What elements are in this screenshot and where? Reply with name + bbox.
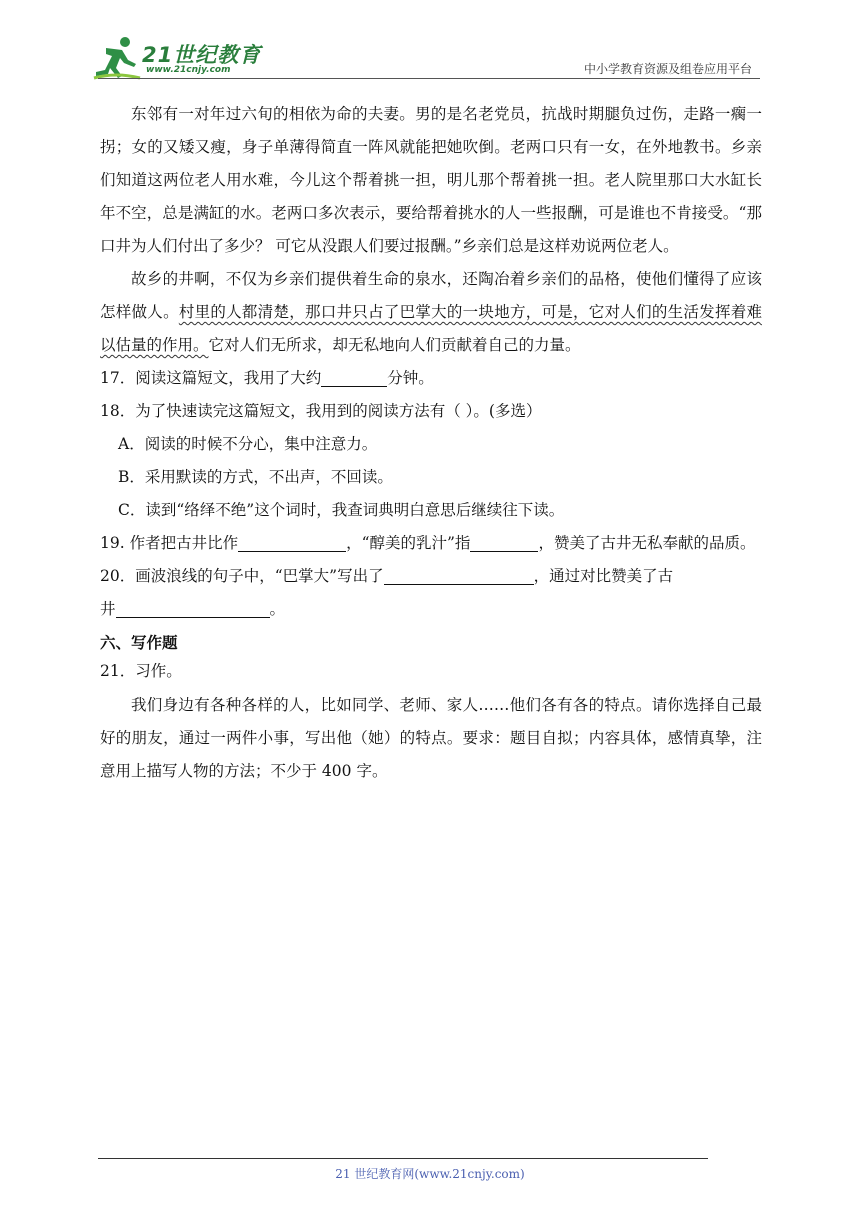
q20-blank-1[interactable] — [384, 566, 534, 585]
q20-text-4: 。 — [269, 600, 286, 618]
writing-prompt: 我们身边有各种各样的人，比如同学、老师、家人……他们各有各的特点。请你选择自己最好的朋友，通过一两件小事，写出他（她）的特点。要求：题目自拟；内容具体，感情真挚，注意用上描写人物的方法；不少于 400 字。 — [100, 696, 762, 780]
footer-text[interactable]: 21 世纪教育网(www.21cnjy.com) — [335, 1167, 525, 1181]
passage-p2-end: 它对人们无所求，却无私地向人们贡献着自己的力量。 — [208, 336, 581, 354]
section-heading-writing: 六、写作题 — [100, 634, 178, 652]
page-header — [0, 0, 860, 90]
logo-title: 21世纪教育 — [142, 43, 262, 67]
site-logo — [92, 34, 272, 82]
q20-text-3: 井 — [100, 600, 116, 618]
runner-logo-icon — [92, 34, 142, 80]
logo-url: www.21cnjy.com — [146, 65, 231, 75]
q20-blank-2[interactable] — [116, 599, 270, 618]
question-20-continued — [100, 593, 762, 626]
q18-option-c: C．读到“络绎不绝”这个词时，我查词典明白意思后继续往下读。 — [118, 501, 565, 519]
q18-option-b: B．采用默读的方式，不出声，不回读。 — [118, 468, 393, 486]
wavy-underlined-sentence: 村里的人都清楚，那口井只占了巴掌大的一块地方，可是，它对人们的生活发挥着难以估量的作用。 — [100, 303, 762, 354]
q17-text: 17．阅读这篇短文，我用了大约 — [100, 369, 322, 387]
passage-paragraph-1: 东邻有一对年过六旬的相依为命的夫妻。男的是名老党员，抗战时期腿负过伤，走路一瘸一拐；女的又矮又瘦，身子单薄得简直一阵风就能把她吹倒。老两口只有一女，在外地教书。乡亲们知道这两位老人用水难，今儿这个帮着挑一担，明儿那个帮着挑一担。老人院里那口大水缸长年不空，总是满缸的水。老两口多次表示，要给帮着挑水的人一些报酬，可是谁也不肯接受。“那口井为人们付出了多少？ 可它从没跟人们要过报酬。”乡亲们总是这样劝说两位老人。 — [100, 105, 762, 255]
platform-name: 中小学教育资源及组卷应用平台 — [583, 62, 752, 76]
q19-blank-2[interactable] — [470, 533, 538, 552]
q19-text-2: ，“醇美的乳汁”指 — [346, 534, 471, 552]
document-body — [100, 98, 762, 788]
question-19 — [100, 527, 762, 560]
question-20 — [100, 560, 762, 593]
q17-text-end: 分钟。 — [387, 369, 434, 387]
question-21: 21．习作。 — [100, 662, 182, 680]
footer-divider — [98, 1158, 708, 1159]
q19-blank-1[interactable] — [238, 533, 346, 552]
passage-paragraph-2 — [100, 263, 762, 362]
question-17 — [100, 362, 762, 395]
question-18: 18．为了快速读完这篇短文，我用到的阅读方法有（ ）。(多选） — [100, 402, 542, 420]
q20-text-1: 20．画波浪线的句子中，“巴掌大”写出了 — [100, 567, 384, 585]
q19-text-3: ，赞美了古井无私奉献的品质。 — [538, 534, 756, 552]
q19-text-1: 19. 作者把古井比作 — [100, 534, 239, 552]
q18-option-a: A．阅读的时候不分心，集中注意力。 — [118, 435, 378, 453]
header-divider — [98, 78, 760, 79]
q17-blank[interactable] — [321, 368, 387, 387]
q20-text-2: ，通过对比赞美了古 — [533, 567, 674, 585]
passage-p2-start: 故乡的井啊，不仅为乡亲们提供着生命的泉水，还陶冶着乡亲们的品格，使他们懂得了应该怎样做人。 — [100, 270, 762, 321]
